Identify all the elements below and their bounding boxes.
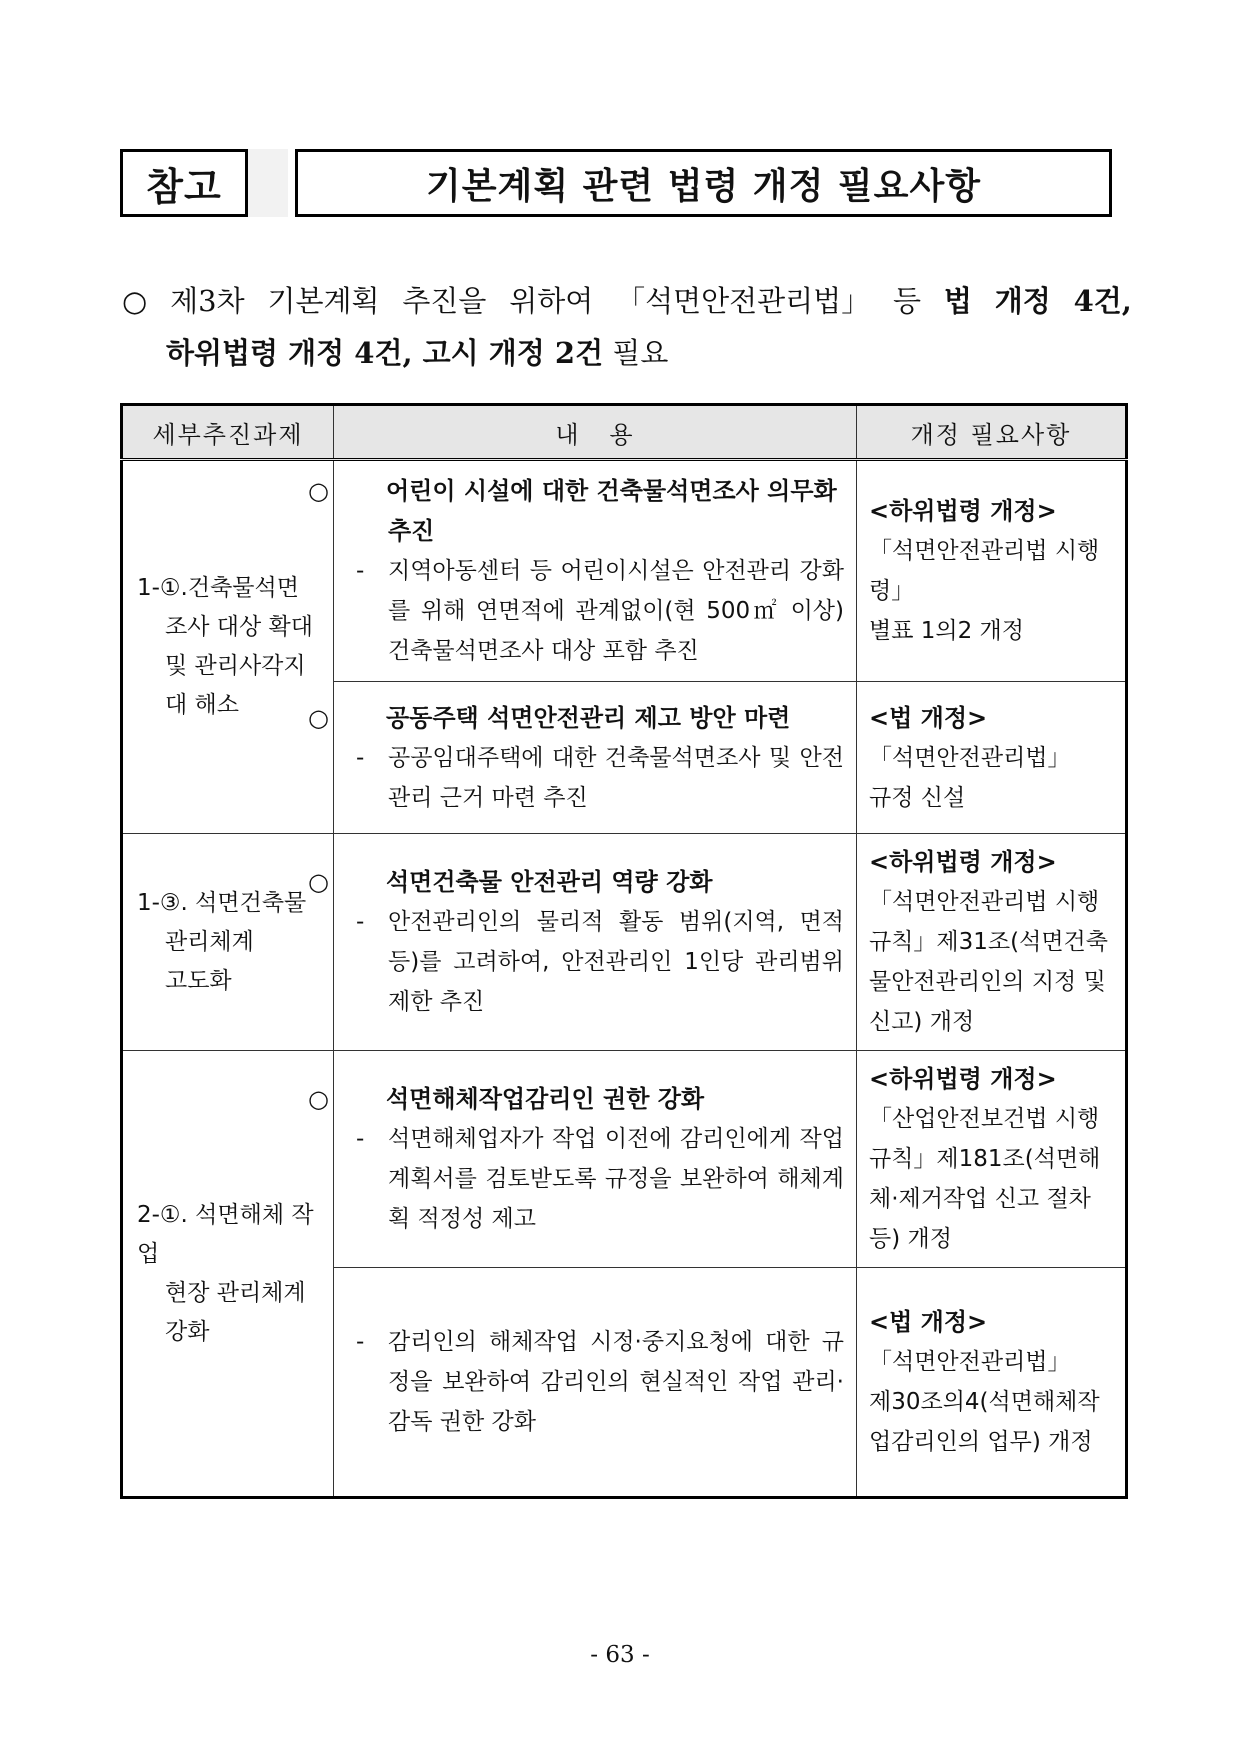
content-heading — [308, 1079, 844, 1119]
task-title-cont: 관리체계 — [165, 928, 254, 955]
page-number: - 63 - — [590, 1642, 650, 1668]
content-heading — [308, 862, 844, 902]
content-cell — [308, 834, 857, 1051]
amendment-table — [120, 403, 1128, 1499]
column-header-requirement: 개정 필요사항 — [857, 405, 1127, 460]
intro-bold-word: 법 — [943, 284, 972, 318]
dash-bullet: - — [356, 909, 365, 935]
dash-bullet: - — [356, 1329, 365, 1355]
circle-bullet: ○ — [308, 868, 329, 896]
task-title-cont: 강화 — [165, 1318, 210, 1345]
content-cell — [308, 682, 857, 834]
requirement-cell — [857, 1268, 1127, 1498]
requirement-type: <하위법령 개정> — [869, 848, 1057, 876]
intro-word: 기본계획 — [267, 284, 380, 318]
content-detail — [348, 1119, 844, 1239]
intro-word: 등 — [893, 284, 922, 318]
heading-text: 석면해체작업감리인 권한 강화 — [386, 1085, 705, 1113]
reference-label: 참고 — [120, 149, 248, 217]
column-header-task: 세부추진과제 — [122, 405, 334, 460]
requirement-text: 규정 신설 — [869, 784, 966, 811]
intro-bold-text: 하위법령 개정 4건, 고시 개정 2건 — [166, 336, 604, 370]
task-title-cont: 및 관리사각지 — [165, 653, 306, 679]
table-row — [122, 460, 1127, 682]
task-title: 1-③. 석면건축물 — [137, 889, 307, 916]
task-cell — [122, 834, 334, 1051]
requirement-cell — [857, 834, 1127, 1051]
requirement-text: 「석면안전관리법 시행규칙」제31조(석면건축물안전관리인의 지정 및 신고) 개정 — [869, 889, 1108, 1035]
intro-bullet: ○ — [122, 284, 148, 318]
circle-bullet: ○ — [308, 477, 329, 505]
task-cell — [122, 460, 334, 834]
column-header-content: 내 용 — [334, 405, 857, 460]
requirement-cell — [857, 460, 1127, 682]
detail-text: 지역아동센터 등 어린이시설은 안전관리 강화를 위해 연면적에 관계없이(현 500㎡ 이상) 건축물석면조사 대상 포함 추진 — [388, 558, 844, 664]
table-row — [122, 834, 1127, 1051]
content-detail — [348, 902, 844, 1022]
requirement-text: 「석면안전관리법 시행령」 — [869, 538, 1100, 604]
requirement-text: 별표 1의2 개정 — [869, 618, 1024, 644]
intro-word: 제3차 — [170, 284, 245, 318]
intro-line-1 — [122, 275, 1132, 327]
content-heading — [308, 698, 844, 738]
requirement-cell — [857, 1051, 1127, 1268]
task-title: 1-①.건축물석면 — [137, 575, 299, 601]
table-row — [122, 1051, 1127, 1268]
requirement-type: <법 개정> — [869, 703, 988, 732]
page-title: 기본계획 관련 법령 개정 필요사항 — [295, 149, 1112, 217]
requirement-text: 「산업안전보건법 시행규칙」제181조(석면해체·제거작업 신고 절차 등) 개정 — [869, 1106, 1101, 1252]
requirement-text: 「석면안전관리법」 — [869, 744, 1071, 771]
requirement-text: 제30조의4(석면해체작업감리인의 업무) 개정 — [869, 1389, 1100, 1455]
requirement-cell — [857, 682, 1127, 834]
intro-paragraph — [122, 275, 1132, 379]
detail-text: 석면해체업자가 작업 이전에 감리인에게 작업계획서를 검토받도록 규정을 보완하여 해체계획 적정성 제고 — [388, 1126, 844, 1232]
intro-text: 필요 — [612, 336, 669, 370]
intro-word: 「석면안전관리법」 — [616, 284, 871, 318]
table-header-row — [122, 405, 1127, 460]
intro-bold-word: 개정 — [994, 284, 1051, 318]
content-detail — [348, 1322, 844, 1442]
intro-word: 위하여 — [509, 284, 594, 318]
circle-bullet: ○ — [308, 703, 329, 732]
task-title-cont: 고도화 — [165, 967, 232, 994]
task-title-cont: 조사 대상 확대 — [165, 614, 313, 640]
task-title-cont: 대 해소 — [165, 692, 239, 718]
heading-text: 공동주택 석면안전관리 제고 방안 마련 — [386, 703, 791, 732]
requirement-type: <하위법령 개정> — [869, 1065, 1057, 1093]
task-cell — [122, 1051, 334, 1498]
circle-bullet: ○ — [308, 1085, 329, 1113]
dash-bullet: - — [356, 558, 365, 584]
content-cell — [308, 1051, 857, 1268]
detail-text: 공공임대주택에 대한 건축물석면조사 및 안전 관리 근거 마련 추진 — [388, 744, 844, 811]
detail-text: 감리인의 해체작업 시정·중지요청에 대한 규정을 보완하여 감리인의 현실적인 작업 관리·감독 권한 강화 — [388, 1329, 844, 1435]
content-heading — [308, 471, 844, 551]
intro-line-2 — [122, 327, 1132, 379]
task-title-cont: 현장 관리체계 — [165, 1279, 306, 1306]
requirement-type: <법 개정> — [869, 1308, 988, 1336]
dash-bullet: - — [356, 744, 365, 771]
content-detail — [348, 738, 844, 818]
content-cell — [334, 1268, 857, 1498]
header-gap — [248, 149, 288, 217]
heading-text: 어린이 시설에 대한 건축물석면조사 의무화 추진 — [386, 477, 837, 545]
intro-bold-word: 4건, — [1073, 284, 1132, 318]
dash-bullet: - — [356, 1126, 365, 1152]
heading-text: 석면건축물 안전관리 역량 강화 — [386, 868, 713, 896]
content-detail — [348, 551, 844, 671]
task-title: 2-①. 석면해체 작업 — [137, 1201, 314, 1267]
detail-text: 안전관리인의 물리적 활동 범위(지역, 면적 등)를 고려하여, 안전관리인 1인당 관리범위 제한 추진 — [388, 909, 844, 1015]
requirement-text: 「석면안전관리법」 — [869, 1349, 1071, 1375]
content-cell — [308, 460, 857, 682]
requirement-type: <하위법령 개정> — [869, 497, 1057, 525]
intro-word: 추진을 — [402, 284, 487, 318]
